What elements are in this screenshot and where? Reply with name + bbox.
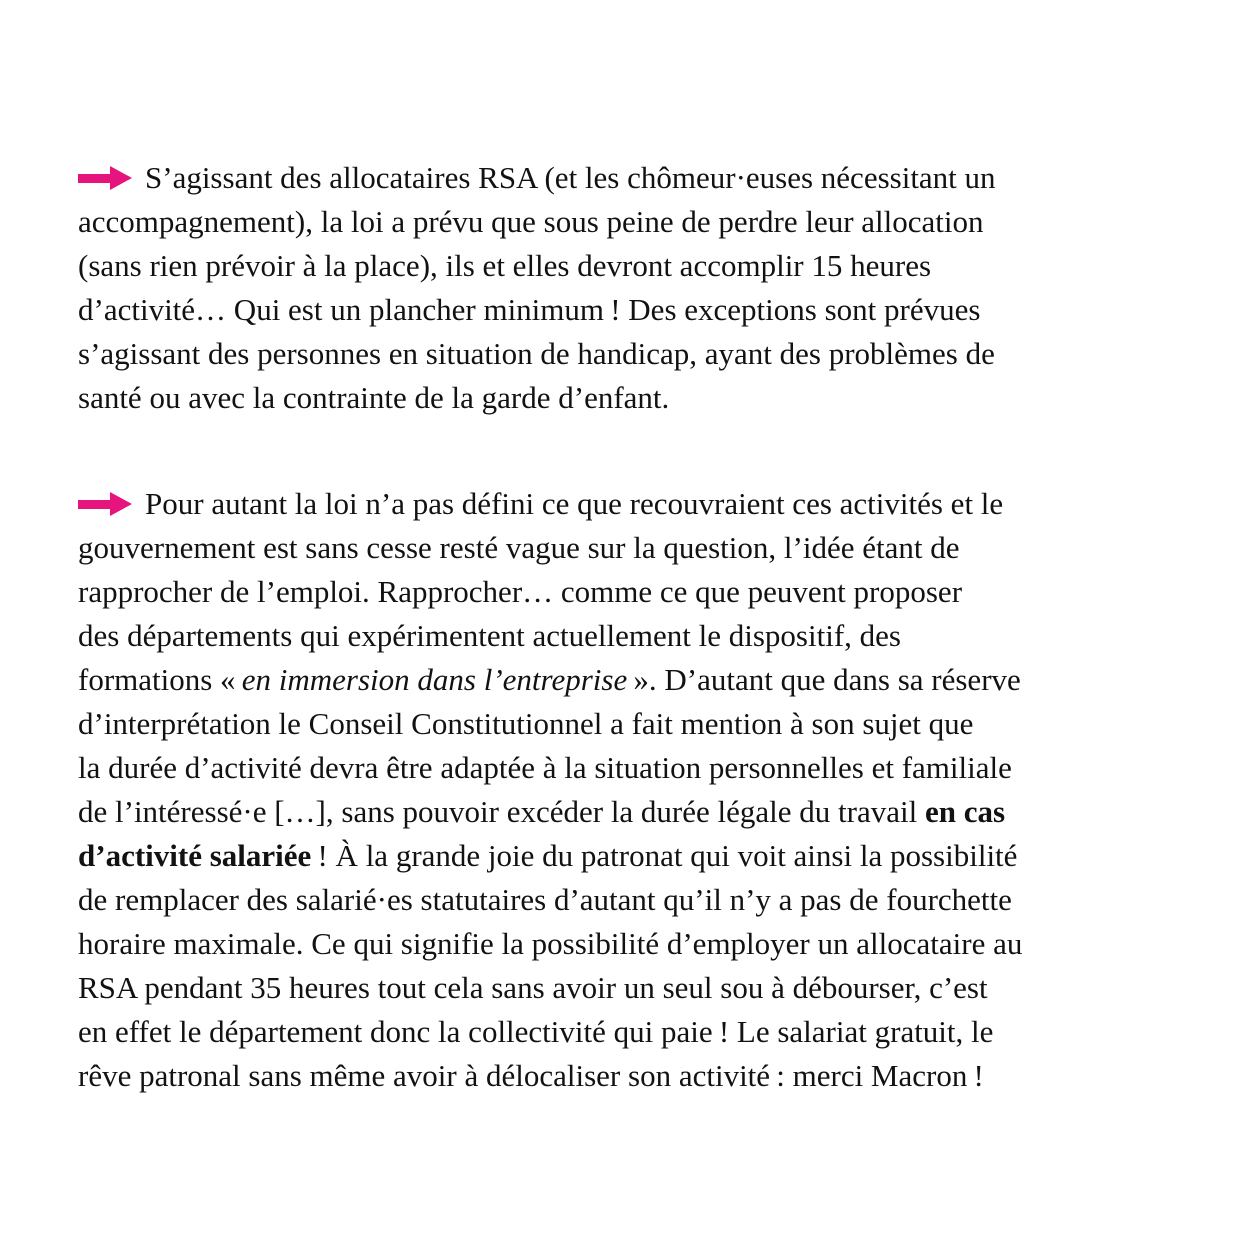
text-line [78, 1010, 1170, 1054]
text-segment: rapprocher de l’emploi. Rapprocher… comme ce que peuvent proposer [78, 574, 963, 609]
text-segment: formations « [78, 662, 242, 697]
text-segment: Pour autant la loi n’a pas défini ce que recouvraient ces activités et le [145, 486, 1004, 521]
text-segment: ». D’autant que dans sa réserve [627, 662, 1021, 697]
text-segment: S’agissant des allocataires RSA (et les chômeur·euses nécessitant un [145, 160, 996, 195]
text-line [78, 332, 1170, 376]
bold-text: en cas [924, 794, 1006, 829]
text-line [78, 482, 1170, 526]
text-segment: santé ou avec la contrainte de la garde d’enfant. [78, 380, 670, 415]
text-line [78, 702, 1170, 746]
text-line [78, 878, 1170, 922]
text-segment: des départements qui expérimentent actuellement le dispositif, des [78, 618, 901, 653]
text-segment: la durée d’activité devra être adaptée à la situation personnelles et familiale [78, 750, 1012, 785]
text-line [78, 526, 1170, 570]
text-line [78, 658, 1170, 702]
text-segment: de l’intéressé·e […], sans pouvoir excéder la durée légale du travail [78, 794, 925, 829]
text-segment: d’interprétation le Conseil Constitutionnel a fait mention à son sujet que [78, 706, 974, 741]
text-line [78, 922, 1170, 966]
text-segment: s’agissant des personnes en situation de handicap, ayant des problèmes de [78, 336, 995, 371]
text-segment: accompagnement), la loi a prévu que sous peine de perdre leur allocation [78, 204, 984, 239]
bold-text: d’activité salariée [78, 838, 312, 873]
text-line [78, 244, 1170, 288]
paragraph [78, 482, 1170, 1098]
text-line [78, 790, 1170, 834]
text-line [78, 288, 1170, 332]
text-line [78, 614, 1170, 658]
pink-right-arrow-icon [78, 166, 132, 191]
text-segment: en effet le département donc la collectivité qui paie ! Le salariat gratuit, le [78, 1014, 994, 1049]
text-segment: RSA pendant 35 heures tout cela sans avoir un seul sou à débourser, c’est [78, 970, 988, 1005]
text-line [78, 200, 1170, 244]
italic-text: en immersion dans l’entreprise [241, 662, 628, 697]
text-line [78, 570, 1170, 614]
text-segment: ! À la grande joie du patronat qui voit ainsi la possibilité [311, 838, 1018, 873]
text-segment: d’activité… Qui est un plancher minimum ! Des exceptions sont prévues [78, 292, 981, 327]
text-segment: rêve patronal sans même avoir à délocaliser son activité : merci Macron ! [78, 1058, 984, 1093]
text-line [78, 156, 1170, 200]
text-line [78, 746, 1170, 790]
text-segment: gouvernement est sans cesse resté vague sur la question, l’idée étant de [78, 530, 960, 565]
text-segment: de remplacer des salarié·es statutaires d’autant qu’il n’y a pas de fourchette [78, 882, 1012, 917]
text-segment: (sans rien prévoir à la place), ils et elles devront accomplir 15 heures [78, 248, 932, 283]
text-line [78, 1054, 1170, 1098]
text-line [78, 966, 1170, 1010]
pink-right-arrow-icon [78, 492, 132, 517]
text-segment: horaire maximale. Ce qui signifie la possibilité d’employer un allocataire au [78, 926, 1023, 961]
paragraph [78, 156, 1170, 420]
text-line [78, 834, 1170, 878]
text-line [78, 376, 1170, 420]
